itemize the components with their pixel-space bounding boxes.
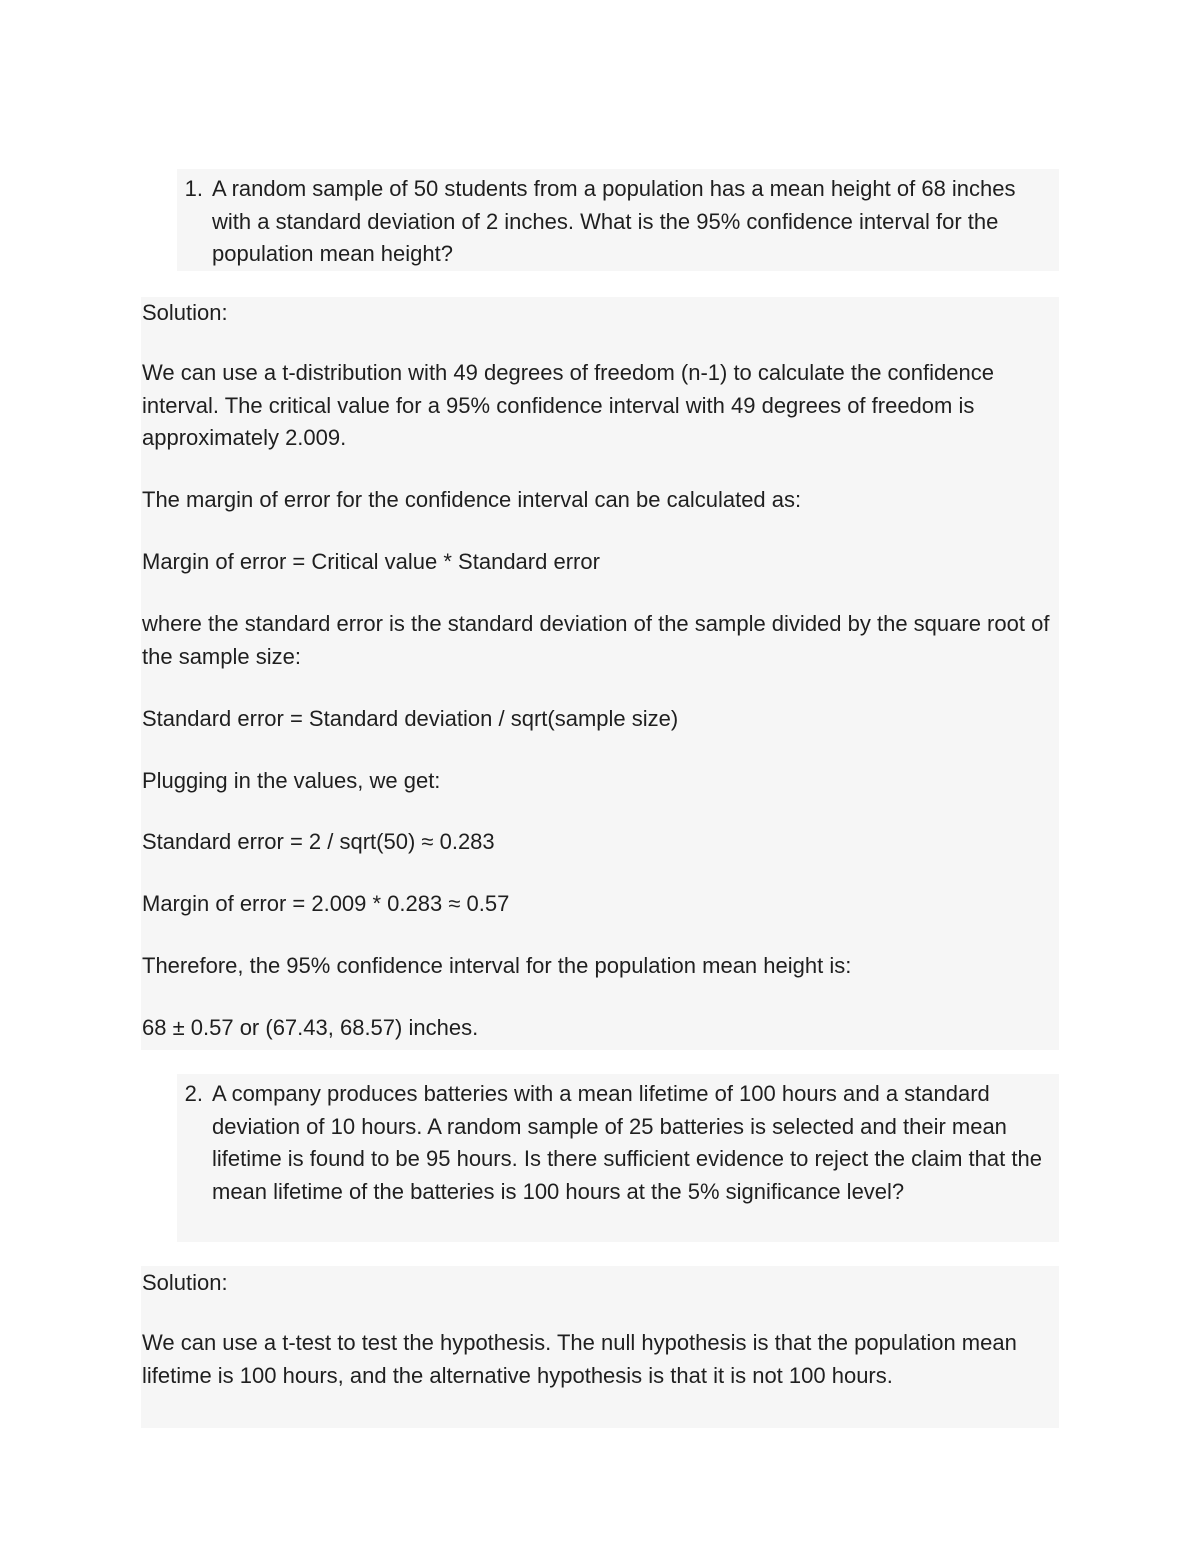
solution-paragraph: The margin of error for the confidence interval can be calculated as:: [142, 487, 802, 512]
solution-heading: Solution:: [142, 1270, 228, 1295]
question-number: 2.: [184, 1081, 203, 1106]
question-1: [177, 169, 1059, 271]
solution-answer: 68 ± 0.57 or (67.43, 68.57) inches.: [142, 1015, 479, 1040]
question-number: 1.: [184, 176, 203, 201]
solution-paragraph: We can use a t-test to test the hypothesis. The null hypothesis is that the population mean lifetime is 100 hours, and the alternative hypothesis is that it is not 100 hours.: [142, 1330, 1017, 1388]
solution-heading: Solution:: [142, 300, 228, 325]
solution-paragraph: Therefore, the 95% confidence interval for the population mean height is:: [142, 953, 852, 978]
question-text: A company produces batteries with a mean lifetime of 100 hours and a standard deviation of 10 hours. A random sample of 25 batteries is selected and their mean lifetime is found to be 95 hours. Is there sufficient evidence to reject the claim that the mean lifetime of the batteries is 100 hours at the 5% significance level?: [212, 1081, 1042, 1204]
solution-paragraph: Plugging in the values, we get:: [142, 768, 441, 793]
solution-formula: Margin of error = Critical value * Standard error: [142, 549, 600, 574]
solution-formula: Standard error = 2 / sqrt(50) ≈ 0.283: [142, 829, 495, 854]
question-2: [177, 1074, 1059, 1242]
solution-formula: Standard error = Standard deviation / sqrt(sample size): [142, 706, 679, 731]
question-text: A random sample of 50 students from a population has a mean height of 68 inches with a standard deviation of 2 inches. What is the 95% confidence interval for the population mean height?: [212, 176, 1016, 266]
solution-paragraph: where the standard error is the standard deviation of the sample divided by the square root of the sample size:: [142, 611, 1050, 669]
solution-2: [141, 1266, 1059, 1428]
solution-paragraph: We can use a t-distribution with 49 degrees of freedom (n-1) to calculate the confidence interval. The critical value for a 95% confidence interval with 49 degrees of freedom is approximately 2.009.: [142, 360, 994, 450]
solution-formula: Margin of error = 2.009 * 0.283 ≈ 0.57: [142, 891, 510, 916]
solution-1: [141, 297, 1059, 1050]
